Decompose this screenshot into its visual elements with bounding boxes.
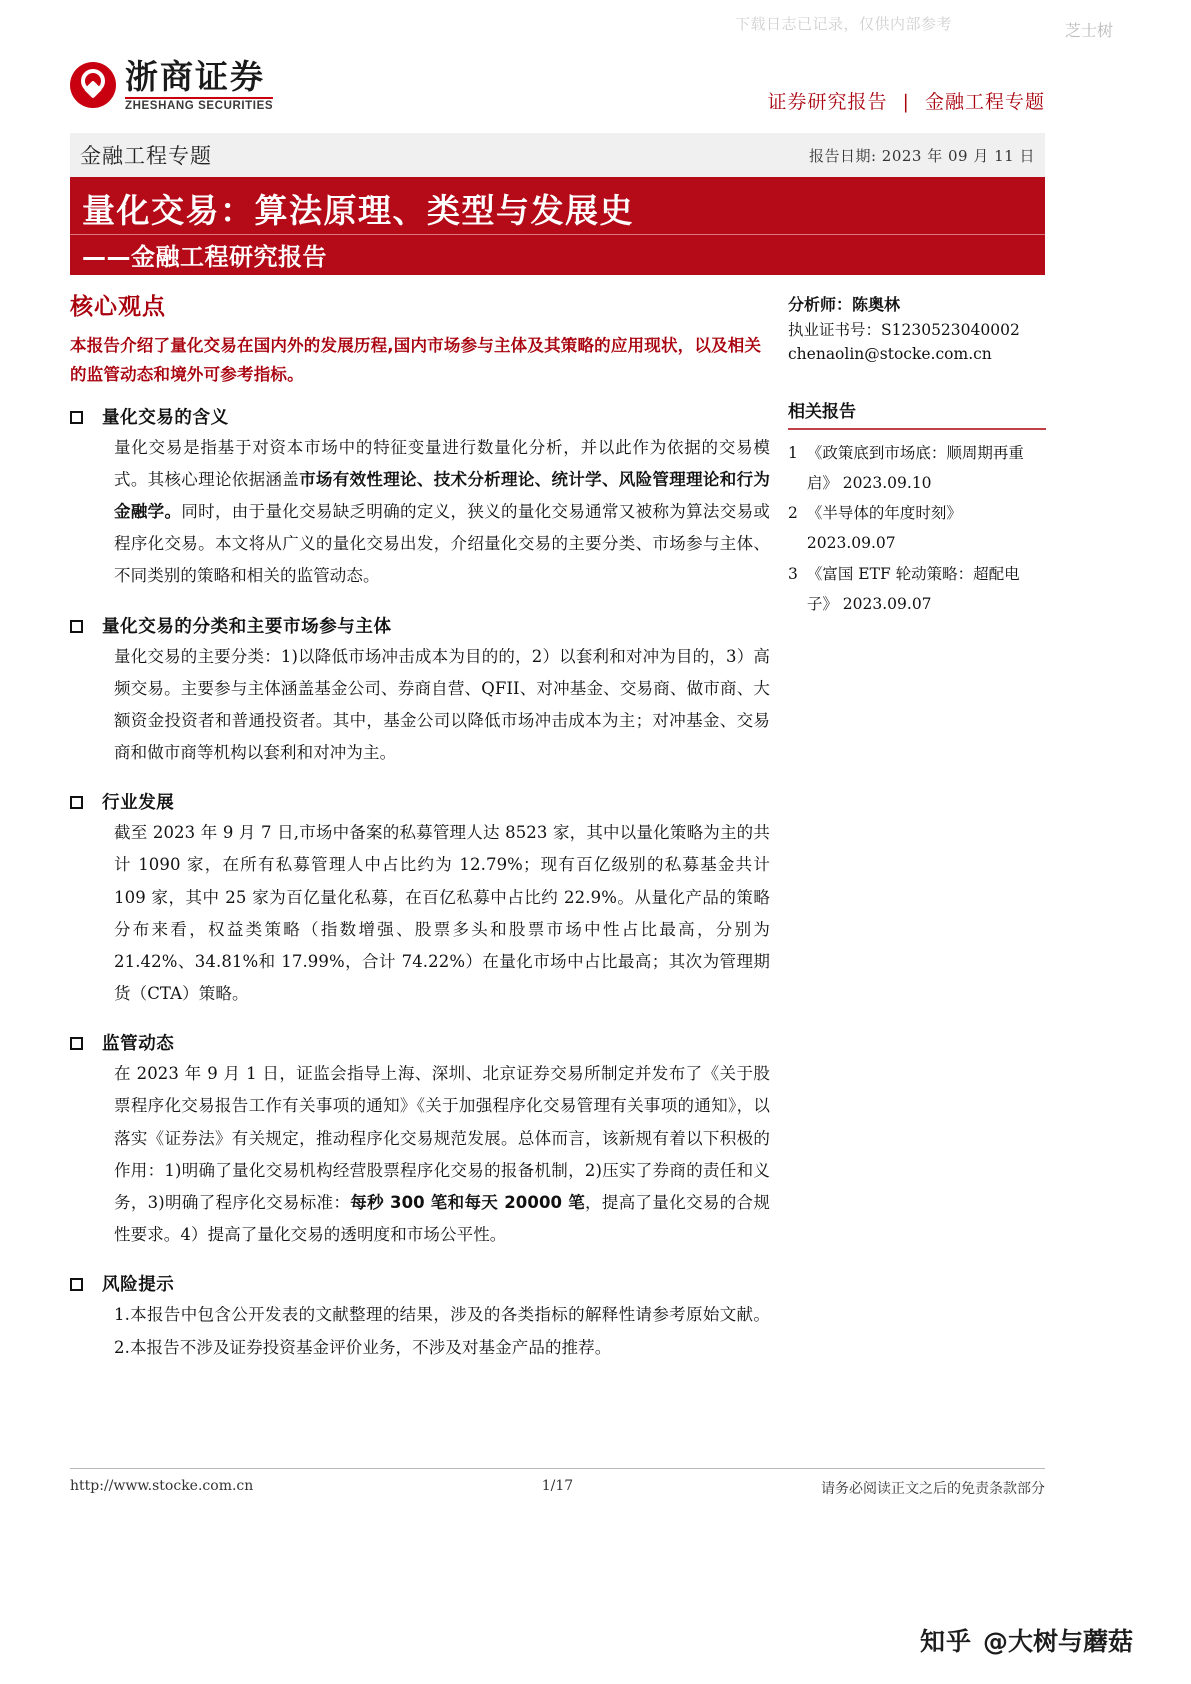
category-label: 金融工程专题	[80, 144, 212, 168]
page-footer	[70, 1478, 1045, 1502]
related-report-title: 《政策底到市场底：顺周期再重启》 2023.09.10	[806, 443, 1024, 492]
section-title: 量化交易的含义	[102, 407, 229, 428]
bullet-square-icon	[70, 1037, 83, 1050]
section-title: 监管动态	[102, 1034, 175, 1055]
bullet-square-icon	[70, 1278, 83, 1291]
analyst-email[interactable]: chenaolin@stocke.com.cn	[788, 345, 992, 364]
related-reports-divider	[788, 428, 1046, 430]
section-header	[70, 1030, 770, 1055]
section-block	[70, 789, 770, 1010]
section-header	[70, 1271, 770, 1296]
related-report-title: 《半导体的年度时刻》 2023.09.07	[806, 504, 962, 553]
logo-divider	[125, 97, 273, 99]
section-body: 截至 2023 年 9 月 7 日,市场中备案的私募管理人达 8523 家，其中以量化策略为主的共计 1090 家，在所有私募管理人中占比约为 12.79%；现有百亿级别的私募基金共计 109 家，其中 25 家为百亿量化私募，在百亿私募中占比约 22.9%。从量化产品的策略分布来看，权益类策略（指数增强、股票多头和股票市场中性占比最高，分别为 21.42%、34.81%和 17.99%，合计 74.22%）在量化市场中占比最高；其次为管理期货（CTA）策略。	[114, 823, 770, 1004]
title-banner	[70, 177, 1045, 275]
analyst-license: 执业证书号：S1230523040002	[788, 320, 1020, 339]
logo-text-block	[125, 57, 274, 112]
company-logo	[70, 57, 274, 112]
related-report-number: 1	[788, 443, 798, 462]
breadcrumb-research-report: 证券研究报告	[767, 91, 888, 113]
page-subtitle: ——金融工程研究报告	[82, 243, 327, 271]
report-header	[70, 55, 1045, 130]
analyst-name: 分析师：陈奥林	[788, 295, 901, 314]
bullet-square-icon	[70, 411, 83, 424]
zhihu-username: @大树与蘑菇	[982, 1627, 1133, 1656]
top-watermark-strip	[0, 0, 1191, 48]
sidebar-column	[788, 292, 1046, 619]
report-date: 报告日期: 2023 年 09 月 11 日	[808, 147, 1035, 165]
main-content-column	[70, 288, 770, 1384]
section-block	[70, 404, 770, 593]
related-report-title: 《富国 ETF 轮动策略：超配电子》 2023.09.07	[806, 564, 1020, 613]
breadcrumb-topic: 金融工程专题	[924, 91, 1045, 113]
section-body: 量化交易是指基于对资本市场中的特征变量进行数量化分析，并以此作为依据的交易模式。其核心理论依据涵盖市场有效性理论、技术分析理论、统计学、风险管理理论和行为金融学。同时，由于量化交易缺乏明确的定义，狭义的量化交易通常又被称为算法交易或程序化交易。本文将从广义的量化交易出发，介绍量化交易的主要分类、市场参与主体、不同类别的策略和相关的监管动态。	[114, 437, 771, 586]
related-report-item[interactable]	[788, 438, 1046, 498]
section-block	[70, 613, 770, 770]
logo-english-name: ZHESHANG SECURITIES	[125, 99, 274, 112]
bullet-square-icon	[70, 796, 83, 809]
section-title: 行业发展	[102, 793, 175, 814]
footer-url[interactable]: http://www.stocke.com.cn	[70, 1478, 254, 1494]
section-body: 量化交易的主要分类：1)以降低市场冲击成本为目的的，2）以套利和对冲为目的，3）高频交易。主要参与主体涵盖基金公司、券商自营、QFII、对冲基金、交易商、做市商、大额资金投资者和普通投资者。其中，基金公司以降低市场冲击成本为主；对冲基金、交易商和做市商等机构以套利和对冲为主。	[114, 646, 770, 763]
related-report-number: 2	[788, 504, 798, 523]
banner-divider	[70, 234, 1045, 235]
category-bar	[70, 133, 1045, 177]
logo-chinese-name: 浙商证券	[125, 57, 265, 96]
zhihu-logo: 知乎	[919, 1627, 972, 1656]
section-header	[70, 613, 770, 638]
section-header	[70, 404, 770, 429]
section-block	[70, 1271, 770, 1363]
core-viewpoint-summary: 本报告介绍了量化交易在国内外的发展历程,国内市场参与主体及其策略的应用现状，以及相关的监管动态和境外可参考指标。	[70, 336, 762, 385]
header-breadcrumb	[767, 87, 1045, 114]
section-title: 风险提示	[102, 1275, 175, 1296]
section-body: 1.本报告中包含公开发表的文献整理的结果，涉及的各类指标的解释性请参考原始文献。2.本报告不涉及证券投资基金评价业务，不涉及对基金产品的推荐。	[114, 1305, 770, 1357]
related-report-number: 3	[788, 564, 798, 583]
brand-watermark: 芝士树	[1065, 23, 1114, 40]
footer-disclaimer: 请务必阅读正文之后的免责条款部分	[821, 1481, 1045, 1497]
page-title: 量化交易：算法原理、类型与发展史	[82, 191, 634, 230]
section-body: 在 2023 年 9 月 1 日，证监会指导上海、深圳、北京证券交易所制定并发布了《关于股票程序化交易报告工作有关事项的通知》《关于加强程序化交易管理有关事项的通知》，以落实《证券法》有关规定，推动程序化交易规范发展。总体而言，该新规有着以下积极的作用：1)明确了量化交易机构经营股票程序化交易的报备机制，2)压实了券商的责任和义务，3)明确了程序化交易标准：每秒 300 笔和每天 20000 笔，提高了量化交易的合规性要求。4）提高了量化交易的透明度和市场公平性。	[114, 1064, 770, 1245]
footer-divider	[70, 1468, 1045, 1469]
section-title: 量化交易的分类和主要市场参与主体	[102, 616, 392, 637]
related-reports-heading: 相关报告	[788, 402, 856, 423]
bullet-square-icon	[70, 620, 83, 633]
section-header	[70, 789, 770, 814]
related-report-item[interactable]	[788, 559, 1046, 619]
bottom-watermark	[920, 1622, 1133, 1658]
core-viewpoint-heading: 核心观点	[70, 294, 166, 320]
page-number: 1/17	[541, 1478, 574, 1494]
related-report-item[interactable]	[788, 498, 1046, 558]
breadcrumb-separator: |	[902, 91, 910, 113]
download-log-watermark: 下载日志已记录，仅供内部参考	[735, 16, 953, 33]
zheshang-logo-icon	[70, 62, 116, 108]
section-block	[70, 1030, 770, 1251]
